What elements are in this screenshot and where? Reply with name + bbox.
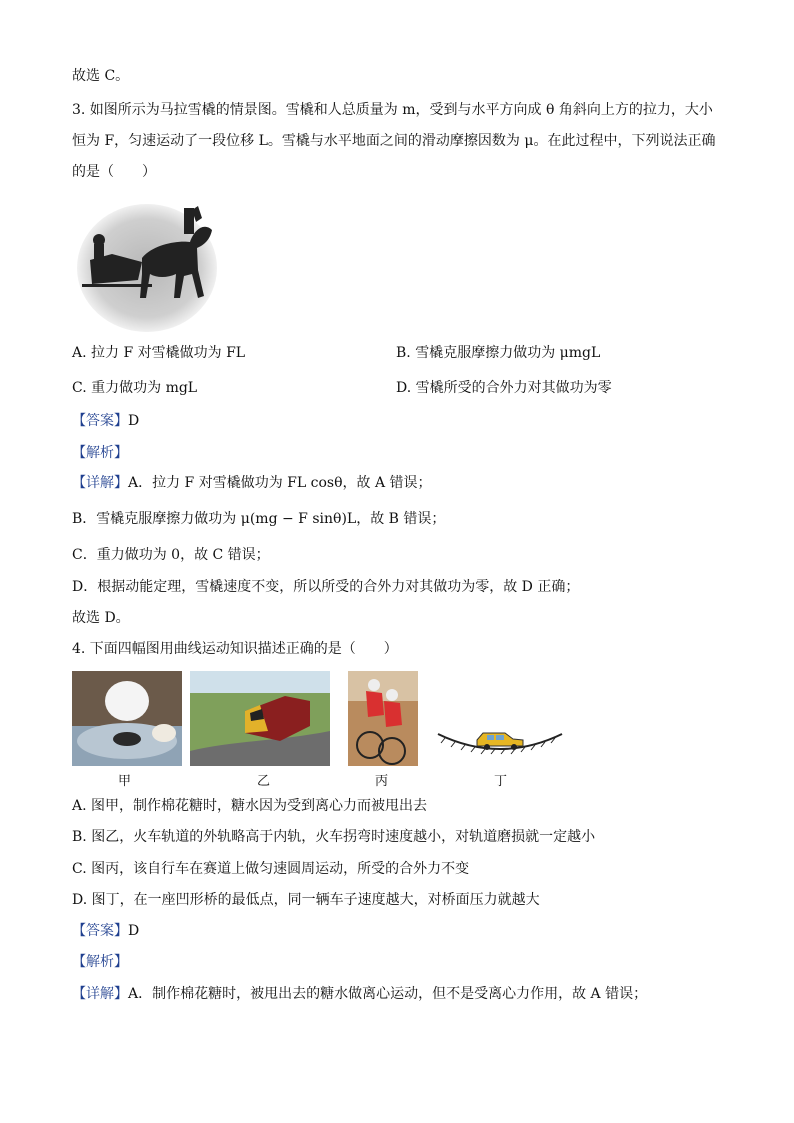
q3-detail-a xyxy=(72,473,432,493)
bridge-car-diagram xyxy=(435,722,565,762)
q4-answer xyxy=(72,921,139,941)
caption-ding: 丁 xyxy=(494,774,508,789)
caption-jia: 甲 xyxy=(118,774,132,789)
q4-detail-a xyxy=(72,984,647,1004)
cotton-candy-photo xyxy=(72,671,182,766)
q3-option-c: C. 重力做功为 mgL xyxy=(72,380,198,396)
horse-sled-illustration xyxy=(72,200,222,340)
detail-text: A．制作棉花糖时，被甩出去的糖水做离心运动，但不是受离心力作用，故 A 错误； xyxy=(128,986,648,1002)
q4-option-c: C. 图丙，该自行车在赛道上做匀速圆周运动，所受的合外力不变 xyxy=(72,861,470,877)
answer-value: D xyxy=(128,923,140,939)
q3-option-d: D. 雪橇所受的合外力对其做功为零 xyxy=(396,380,612,396)
q3-detail-c: C．重力做功为 0，故 C 错误； xyxy=(72,547,270,563)
question-3-stem: 3. 如图所示为马拉雪橇的情景图。雪橇和人总质量为 m，受到与水平方向成 θ 角斜向上方的拉力，大小恒为 F，匀速运动了一段位移 L。雪橇与水平地面之间的滑动摩擦因数为 μ。在此过程中，下列说法正确的是（ ） xyxy=(72,102,716,180)
answer-label: 【答案】 xyxy=(72,923,128,939)
q4-option-b: B. 图乙，火车轨道的外轨略高于内轨，火车拐弯时速度越小，对轨道磨损就一定越小 xyxy=(72,829,596,845)
answer-value: D xyxy=(128,413,140,429)
q3-select: 故选 D。 xyxy=(72,610,130,626)
question-4-stem: 4. 下面四幅图用曲线运动知识描述正确的是（ ） xyxy=(72,641,398,657)
cyclists-photo xyxy=(348,671,418,766)
q3-detail-b: B．雪橇克服摩擦力做功为 μ(mg − F sinθ)L，故 B 错误； xyxy=(72,511,446,527)
q3-analysis-label: 【解析】 xyxy=(72,445,128,461)
caption-yi: 乙 xyxy=(257,774,271,789)
detail-label: 【详解】 xyxy=(72,475,128,491)
q3-option-b: B. 雪橇克服摩擦力做功为 μmgL xyxy=(396,345,601,361)
q4-option-a: A. 图甲，制作棉花糖时，糖水因为受到离心力而被甩出去 xyxy=(72,798,428,814)
prev-answer-line: 故选 C。 xyxy=(72,68,130,84)
q3-option-a: A. 拉力 F 对雪橇做功为 FL xyxy=(72,345,246,361)
q4-analysis-label: 【解析】 xyxy=(72,954,128,970)
q3-detail-d: D．根据动能定理，雪橇速度不变，所以所受的合外力对其做功为零，故 D 正确； xyxy=(72,579,580,595)
answer-label: 【答案】 xyxy=(72,413,128,429)
caption-bing: 丙 xyxy=(375,774,389,789)
detail-label: 【详解】 xyxy=(72,986,128,1002)
detail-text: A．拉力 F 对雪橇做功为 FL cosθ，故 A 错误； xyxy=(128,475,432,491)
q3-answer xyxy=(72,411,139,431)
q4-option-d: D. 图丁，在一座凹形桥的最低点，同一辆车子速度越大，对桥面压力就越大 xyxy=(72,892,540,908)
train-photo xyxy=(190,671,330,766)
